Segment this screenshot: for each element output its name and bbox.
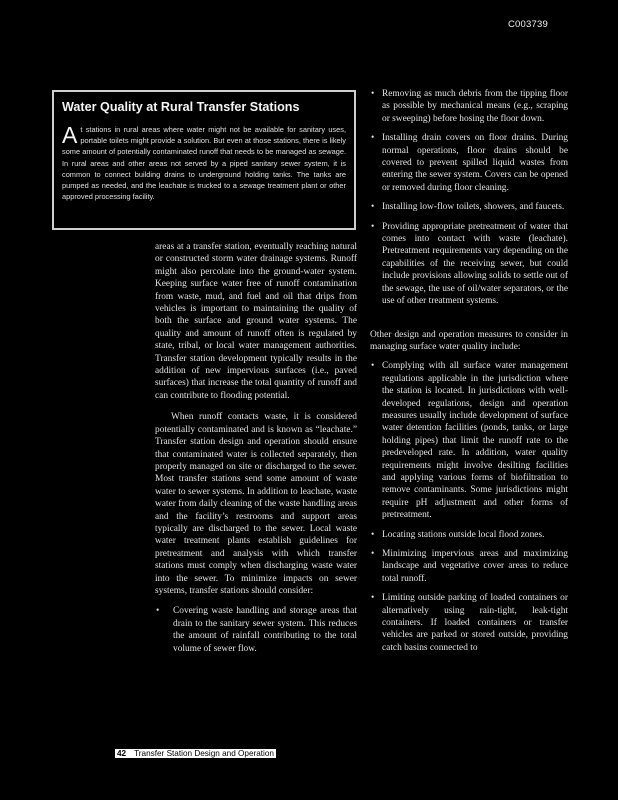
sidebar-body: t stations in rural areas where water might not be available for sanitary uses, portable toilets might provide a solution. But even at those stations, there is likely some amount of potentially contaminated runoff that needs to be managed as sewage. In rural areas and other areas not served by a piped sanitary sewer system, it is common to connect building drains to underground holding tanks. The tanks are pumped as needed, and the leachate is trucked to a sewage treatment plant or other approved processing facility.: [62, 125, 346, 202]
document-id: C003739: [508, 19, 548, 30]
list-item: • Providing appropriate pretreatment of water that comes into contact with waste (leachate). Pretreatment requirements vary depending on the capabilities of the receiving sewer, but could include provisions allowing solids to settle out of the sewage, the use of oil/water separators, or the use of other treatment systems.: [370, 221, 568, 308]
list-item: • Limiting outside parking of loaded containers or alternatively using rain-tight, leak-tight containers. If loaded containers or transfer vehicles are parked or stored outside, providing catch basins connected to: [370, 592, 568, 654]
list-item: • Installing drain covers on floor drains. During normal operations, floor drains should be covered to prevent spilled liquid wastes from entering the sewer system. Covers can be opened or removed during floor cleaning.: [370, 132, 568, 194]
list-item: • Removing as much debris from the tipping floor as possible by mechanical means (e.g., scraping or sweeping) before hosing the floor down.: [370, 88, 568, 125]
paragraph: areas at a transfer station, eventually reaching natural or constructed storm water drainage systems. Runoff might also percolate into the ground-water system. Keeping surface water free of runoff contamination from waste, mud, and fuel and oil that drips from vehicles is important to maintaining the quality of both the surface and ground water systems. The quality and amount of runoff often is regulated by state, tribal, or local water management authorities. Transfer station development typically results in the addition of new impervious surfaces (i.e., paved surfaces) that increase the total quantity of runoff and can contribute to flooding potential.: [155, 242, 357, 401]
list-item: • Installing low-flow toilets, showers, and faucets.: [370, 201, 568, 213]
list-item: • Minimizing impervious areas and maximizing landscape and vegetative cover areas to reduce total runoff.: [370, 548, 568, 585]
left-column: [155, 241, 357, 662]
bullet-list: [370, 88, 568, 308]
sidebar-title: Water Quality at Rural Transfer Stations: [62, 100, 300, 114]
paragraph: Other design and operation measures to consider in managing surface water quality include:: [370, 329, 568, 352]
sidebar-box: [52, 90, 356, 230]
drop-cap: A: [62, 122, 78, 148]
list-item: • Complying with all surface water management regulations applicable in the jurisdiction where the station is located. In jurisdictions with well-developed regulations, design and operation measures usually include development of surface water detention facilities (ponds, tanks, or large holding pipes) that limit the runoff rate to the predeveloped rate. In addition, water quality requirements might involve desilting facilities and applying various forms of biofiltration to remove contaminants. Some jurisdictions might require pH adjustment and other forms of pretreatment.: [370, 360, 568, 521]
page-number: 42: [117, 749, 127, 758]
bullet-list: [370, 360, 568, 654]
paragraph: When runoff contacts waste, it is considered potentially contaminated and is known as “leachate.” Transfer station design and operation should ensure that contaminated water is collected separately, then properly managed on site or discharged to the sewer. Most transfer stations send some amount of waste water to sewer systems. In addition to leachate, waste water from daily cleaning of the waste handling areas and the facility’s restrooms and support areas typically are discharged to the sewer. Local waste water treatment plants establish guidelines for pretreatment and analysis with which transfer stations must comply when discharging waste water into the sewer. To minimize impacts on sewer systems, transfer stations should consider:: [155, 412, 357, 596]
sidebar-text: [62, 124, 346, 202]
page-footer: [115, 749, 276, 758]
list-item: • Covering waste handling and storage areas that drain to the sanitary sewer system. This reduces the amount of rainfall contributing to the total volume of sewer flow.: [155, 605, 357, 655]
footer-title: Transfer Station Design and Operation: [134, 749, 274, 758]
list-item: • Locating stations outside local flood zones.: [370, 529, 568, 541]
right-column: [370, 88, 568, 661]
bullet-list: [155, 605, 357, 655]
